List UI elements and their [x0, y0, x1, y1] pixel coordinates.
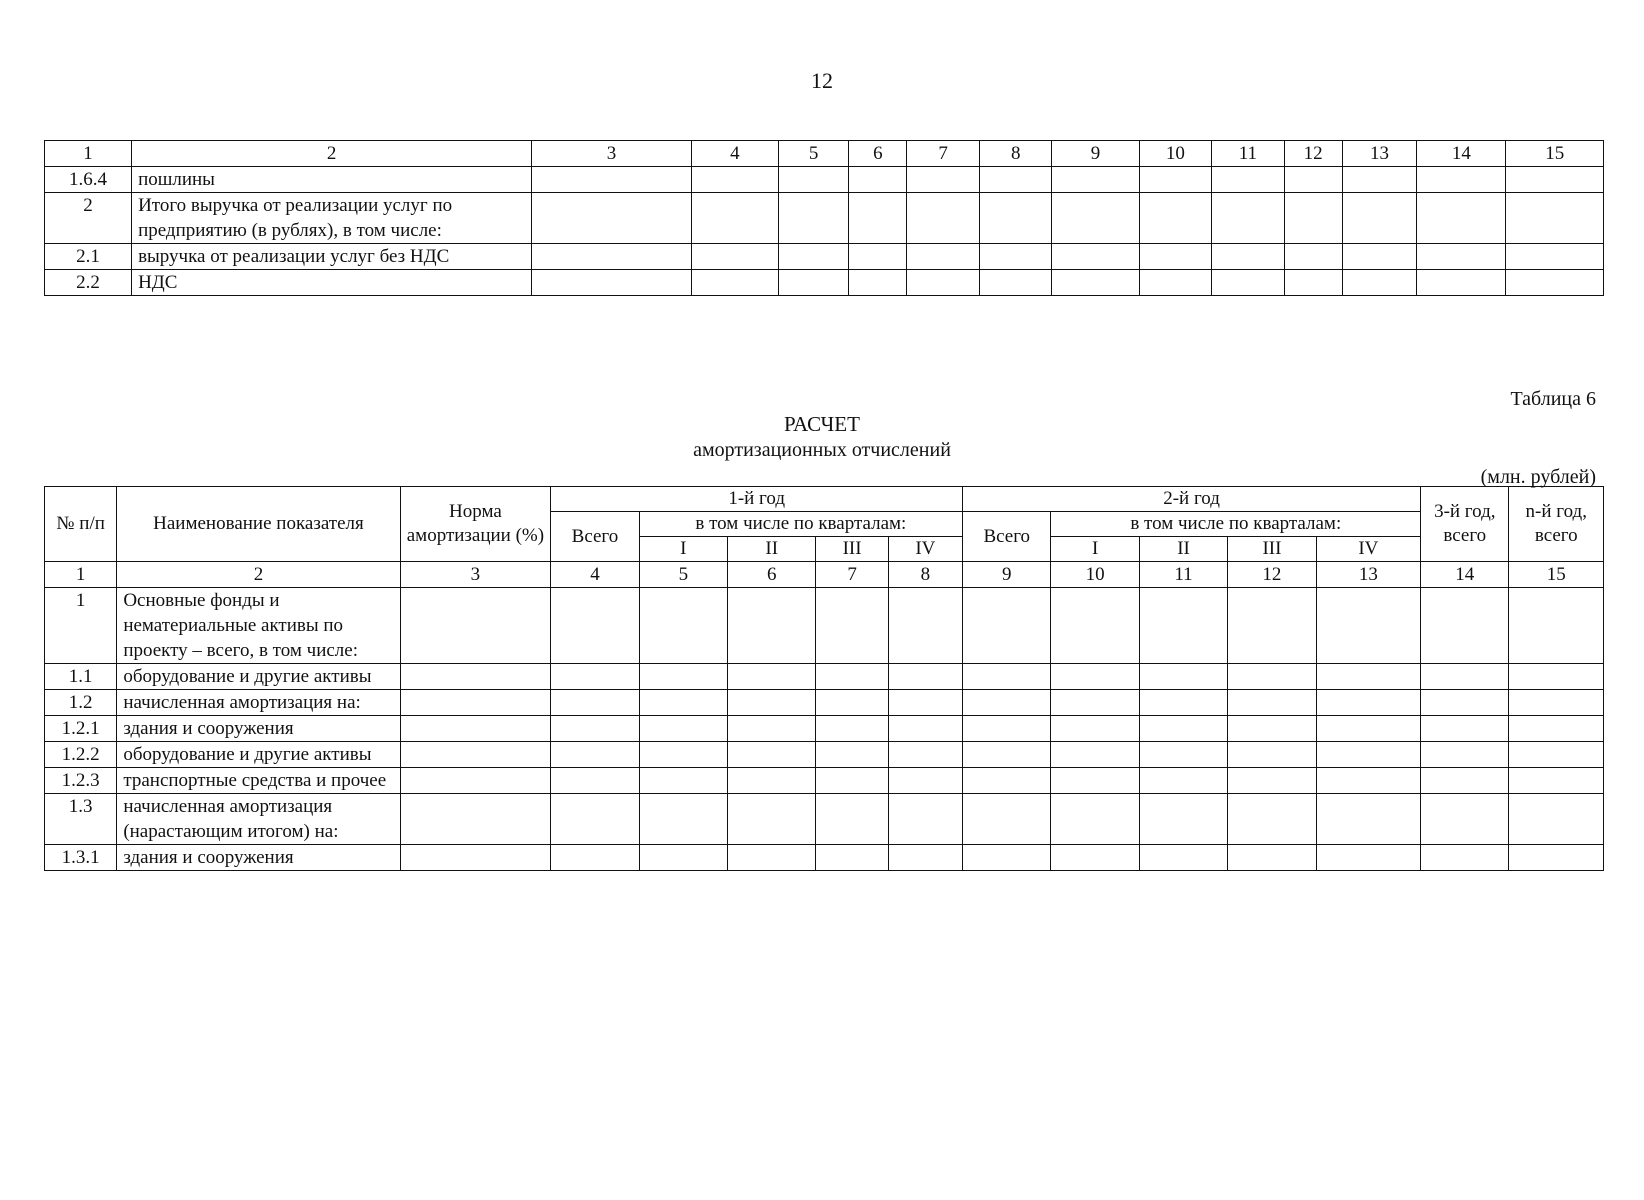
empty-cell: [1316, 845, 1420, 871]
row-label: транспортные средства и прочее: [117, 768, 400, 794]
empty-cell: [1284, 167, 1342, 193]
empty-cell: [1139, 845, 1227, 871]
col-number: 7: [907, 141, 980, 167]
empty-cell: [728, 690, 816, 716]
quarter-header: IV: [888, 537, 962, 562]
empty-cell: [816, 664, 888, 690]
table-row: [45, 270, 1604, 296]
empty-cell: [551, 664, 639, 690]
empty-cell: [1421, 845, 1509, 871]
col-number: 4: [691, 141, 778, 167]
row-number: 2: [45, 193, 132, 244]
empty-cell: [1051, 588, 1139, 664]
empty-cell: [1139, 742, 1227, 768]
empty-cell: [728, 845, 816, 871]
empty-cell: [1417, 270, 1506, 296]
col-number: 11: [1212, 141, 1285, 167]
empty-cell: [1509, 588, 1604, 664]
empty-cell: [1051, 690, 1139, 716]
table-subtitle: амортизационных отчислений: [693, 439, 951, 461]
empty-cell: [639, 588, 727, 664]
col-number: 2: [132, 141, 532, 167]
empty-cell: [1051, 664, 1139, 690]
row-label: оборудование и другие активы: [117, 664, 400, 690]
empty-cell: [1421, 716, 1509, 742]
empty-cell: [639, 716, 727, 742]
empty-cell: [1139, 664, 1227, 690]
row-number: 1.2.1: [45, 716, 117, 742]
table-row: [45, 690, 1604, 716]
col-number: 10: [1051, 562, 1139, 588]
empty-cell: [1316, 664, 1420, 690]
empty-cell: [1052, 244, 1139, 270]
empty-cell: [816, 768, 888, 794]
empty-cell: [1509, 664, 1604, 690]
empty-cell: [400, 742, 551, 768]
empty-cell: [728, 768, 816, 794]
empty-cell: [1228, 716, 1316, 742]
col-number: 12: [1284, 141, 1342, 167]
row-number: 2.2: [45, 270, 132, 296]
col-number: 14: [1421, 562, 1509, 588]
quarter-header: I: [1051, 537, 1139, 562]
table-row: [45, 588, 1604, 664]
col-number: 3: [400, 562, 551, 588]
empty-cell: [1139, 794, 1227, 845]
empty-cell: [1421, 742, 1509, 768]
empty-cell: [532, 270, 692, 296]
header-num: № п/п: [45, 487, 117, 562]
empty-cell: [1228, 742, 1316, 768]
table-title: РАСЧЕТ: [784, 412, 860, 436]
units-label: (млн. рублей): [1480, 466, 1596, 488]
quarter-header: II: [1139, 537, 1227, 562]
col-number: 8: [888, 562, 962, 588]
row-number: 1.2: [45, 690, 117, 716]
header-name: Наименование показателя: [117, 487, 400, 562]
empty-cell: [728, 742, 816, 768]
empty-cell: [1509, 794, 1604, 845]
row-number: 1: [45, 588, 117, 664]
empty-cell: [691, 167, 778, 193]
empty-cell: [816, 794, 888, 845]
quarter-header: III: [1228, 537, 1316, 562]
header-year2: 2-й год: [963, 487, 1421, 512]
empty-cell: [1506, 270, 1604, 296]
empty-cell: [1509, 742, 1604, 768]
empty-cell: [907, 270, 980, 296]
col-number: 4: [551, 562, 639, 588]
row-number: 1.3: [45, 794, 117, 845]
header-year2-total: Всего: [963, 512, 1051, 562]
empty-cell: [1284, 270, 1342, 296]
col-number: 12: [1228, 562, 1316, 588]
empty-cell: [907, 244, 980, 270]
row-label: пошлины: [132, 167, 532, 193]
empty-cell: [1051, 845, 1139, 871]
row-number: 1.1: [45, 664, 117, 690]
empty-cell: [728, 794, 816, 845]
col-number: 7: [816, 562, 888, 588]
empty-cell: [1139, 716, 1227, 742]
col-number: 11: [1139, 562, 1227, 588]
empty-cell: [1051, 794, 1139, 845]
empty-cell: [963, 716, 1051, 742]
empty-cell: [778, 193, 848, 244]
empty-cell: [1342, 270, 1417, 296]
empty-cell: [979, 193, 1052, 244]
empty-cell: [639, 845, 727, 871]
col-number: 1: [45, 141, 132, 167]
row-label: выручка от реализации услуг без НДС: [132, 244, 532, 270]
empty-cell: [1284, 193, 1342, 244]
empty-cell: [1316, 794, 1420, 845]
empty-cell: [907, 193, 980, 244]
table-row: [45, 167, 1604, 193]
empty-cell: [1509, 690, 1604, 716]
empty-cell: [639, 768, 727, 794]
empty-cell: [1506, 193, 1604, 244]
empty-cell: [1212, 270, 1285, 296]
empty-cell: [907, 167, 980, 193]
empty-cell: [979, 167, 1052, 193]
col-number: 13: [1316, 562, 1420, 588]
col-number: 15: [1509, 562, 1604, 588]
empty-cell: [1506, 167, 1604, 193]
empty-cell: [979, 270, 1052, 296]
empty-cell: [1342, 193, 1417, 244]
empty-cell: [888, 794, 962, 845]
table-row: [45, 716, 1604, 742]
row-label: начисленная амортизация на:: [117, 690, 400, 716]
empty-cell: [1051, 716, 1139, 742]
col-number: 13: [1342, 141, 1417, 167]
row-number: 1.6.4: [45, 167, 132, 193]
empty-cell: [1212, 167, 1285, 193]
empty-cell: [551, 794, 639, 845]
empty-cell: [1421, 690, 1509, 716]
row-label: Основные фонды и нематериальные активы по проекту – всего, в том числе:: [117, 588, 400, 664]
empty-cell: [1228, 794, 1316, 845]
empty-cell: [1417, 193, 1506, 244]
previous-table: [44, 140, 1604, 296]
empty-cell: [1284, 244, 1342, 270]
empty-cell: [639, 742, 727, 768]
col-number: 8: [979, 141, 1052, 167]
empty-cell: [532, 167, 692, 193]
empty-cell: [400, 664, 551, 690]
empty-cell: [1342, 167, 1417, 193]
header-year1: 1-й год: [551, 487, 963, 512]
header-row: [45, 487, 1604, 512]
empty-cell: [400, 690, 551, 716]
empty-cell: [963, 742, 1051, 768]
row-number: 1.3.1: [45, 845, 117, 871]
empty-cell: [888, 768, 962, 794]
quarter-header: IV: [1316, 537, 1420, 562]
empty-cell: [1052, 167, 1139, 193]
empty-cell: [1228, 664, 1316, 690]
row-label: оборудование и другие активы: [117, 742, 400, 768]
header-year1-quarters: в том числе по кварталам:: [639, 512, 962, 537]
empty-cell: [1342, 244, 1417, 270]
empty-cell: [551, 768, 639, 794]
header-year1-total: Всего: [551, 512, 639, 562]
row-label: начисленная амортизация (нарастающим итогом) на:: [117, 794, 400, 845]
empty-cell: [963, 664, 1051, 690]
table-row: [45, 794, 1604, 845]
table-row: [45, 768, 1604, 794]
empty-cell: [1417, 244, 1506, 270]
empty-cell: [849, 193, 907, 244]
empty-cell: [1509, 768, 1604, 794]
empty-cell: [551, 588, 639, 664]
empty-cell: [728, 588, 816, 664]
row-number: 1.2.2: [45, 742, 117, 768]
column-number-row: [45, 562, 1604, 588]
col-number: 5: [639, 562, 727, 588]
col-number: 14: [1417, 141, 1506, 167]
empty-cell: [816, 742, 888, 768]
empty-cell: [639, 664, 727, 690]
col-number: 2: [117, 562, 400, 588]
empty-cell: [849, 270, 907, 296]
column-number-row: [45, 141, 1604, 167]
quarter-header: I: [639, 537, 727, 562]
empty-cell: [1212, 193, 1285, 244]
empty-cell: [1051, 742, 1139, 768]
empty-cell: [778, 167, 848, 193]
empty-cell: [400, 768, 551, 794]
empty-cell: [551, 690, 639, 716]
empty-cell: [1316, 588, 1420, 664]
empty-cell: [1509, 845, 1604, 871]
empty-cell: [728, 716, 816, 742]
page-number: 12: [811, 68, 833, 93]
col-number: 9: [1052, 141, 1139, 167]
empty-cell: [400, 794, 551, 845]
empty-cell: [1228, 768, 1316, 794]
empty-cell: [888, 588, 962, 664]
empty-cell: [691, 193, 778, 244]
empty-cell: [691, 244, 778, 270]
empty-cell: [1316, 716, 1420, 742]
empty-cell: [963, 845, 1051, 871]
col-number: 10: [1139, 141, 1212, 167]
table-label: Таблица 6: [1510, 388, 1596, 410]
table-row: [45, 845, 1604, 871]
col-number: 5: [778, 141, 848, 167]
col-number: 1: [45, 562, 117, 588]
col-number: 15: [1506, 141, 1604, 167]
empty-cell: [1421, 664, 1509, 690]
empty-cell: [1421, 768, 1509, 794]
empty-cell: [532, 244, 692, 270]
empty-cell: [1228, 845, 1316, 871]
empty-cell: [1421, 588, 1509, 664]
empty-cell: [1509, 716, 1604, 742]
col-number: 6: [728, 562, 816, 588]
table-row: [45, 664, 1604, 690]
empty-cell: [1212, 244, 1285, 270]
empty-cell: [639, 690, 727, 716]
col-number: 6: [849, 141, 907, 167]
empty-cell: [691, 270, 778, 296]
empty-cell: [1139, 768, 1227, 794]
header-rate: Норма амортизации (%): [400, 487, 551, 562]
empty-cell: [1228, 690, 1316, 716]
empty-cell: [1316, 690, 1420, 716]
empty-cell: [963, 588, 1051, 664]
empty-cell: [1228, 588, 1316, 664]
empty-cell: [888, 845, 962, 871]
empty-cell: [816, 588, 888, 664]
empty-cell: [1139, 167, 1212, 193]
empty-cell: [1506, 244, 1604, 270]
table-row: [45, 742, 1604, 768]
empty-cell: [979, 244, 1052, 270]
empty-cell: [816, 716, 888, 742]
empty-cell: [849, 167, 907, 193]
empty-cell: [1052, 193, 1139, 244]
empty-cell: [1417, 167, 1506, 193]
empty-cell: [888, 664, 962, 690]
empty-cell: [400, 845, 551, 871]
empty-cell: [1316, 742, 1420, 768]
empty-cell: [639, 794, 727, 845]
empty-cell: [1051, 768, 1139, 794]
quarter-header: III: [816, 537, 888, 562]
empty-cell: [1139, 270, 1212, 296]
empty-cell: [963, 768, 1051, 794]
empty-cell: [400, 716, 551, 742]
empty-cell: [1139, 690, 1227, 716]
empty-cell: [551, 845, 639, 871]
table-row: [45, 244, 1604, 270]
empty-cell: [551, 742, 639, 768]
row-number: 2.1: [45, 244, 132, 270]
empty-cell: [888, 690, 962, 716]
table-row: [45, 193, 1604, 244]
row-label: здания и сооружения: [117, 716, 400, 742]
empty-cell: [1139, 193, 1212, 244]
header-year3: 3-й год, всего: [1421, 487, 1509, 562]
row-label: НДС: [132, 270, 532, 296]
empty-cell: [849, 244, 907, 270]
empty-cell: [963, 794, 1051, 845]
empty-cell: [1139, 244, 1212, 270]
empty-cell: [816, 690, 888, 716]
empty-cell: [816, 845, 888, 871]
empty-cell: [1139, 588, 1227, 664]
empty-cell: [888, 742, 962, 768]
empty-cell: [963, 690, 1051, 716]
row-number: 1.2.3: [45, 768, 117, 794]
col-number: 9: [963, 562, 1051, 588]
empty-cell: [728, 664, 816, 690]
depreciation-table: [44, 486, 1604, 871]
empty-cell: [1421, 794, 1509, 845]
col-number: 3: [532, 141, 692, 167]
quarter-header: II: [728, 537, 816, 562]
empty-cell: [1052, 270, 1139, 296]
empty-cell: [1316, 768, 1420, 794]
empty-cell: [778, 270, 848, 296]
row-label: здания и сооружения: [117, 845, 400, 871]
empty-cell: [400, 588, 551, 664]
header-year-n: n-й год, всего: [1509, 487, 1604, 562]
empty-cell: [551, 716, 639, 742]
empty-cell: [888, 716, 962, 742]
empty-cell: [532, 193, 692, 244]
header-year2-quarters: в том числе по кварталам:: [1051, 512, 1421, 537]
empty-cell: [778, 244, 848, 270]
row-label: Итого выручка от реализации услуг по предприятию (в рублях), в том числе:: [132, 193, 532, 244]
